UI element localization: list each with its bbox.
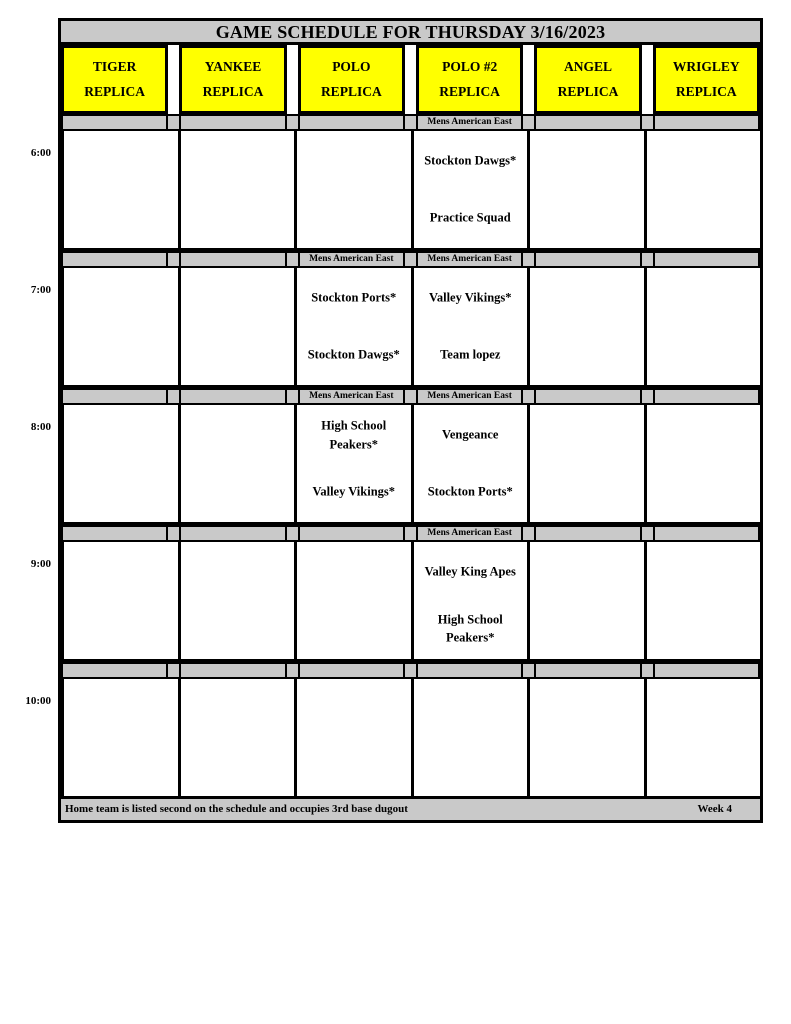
league-label	[534, 253, 641, 266]
away-team: Vengeance	[442, 428, 499, 443]
league-label: Mens American East	[416, 253, 523, 266]
game-row-900	[30, 542, 760, 662]
game-cell	[644, 405, 761, 522]
game-cell	[644, 131, 761, 248]
league-label	[179, 527, 286, 540]
footer-bar	[61, 799, 760, 820]
league-label: Mens American East	[416, 527, 523, 540]
league-label	[61, 390, 168, 403]
game-cell	[294, 679, 411, 796]
game-cell	[527, 679, 644, 796]
league-label	[653, 390, 760, 403]
game-cell	[294, 131, 411, 248]
time-label: 8:00	[30, 421, 51, 433]
game-cell	[294, 405, 411, 522]
league-label: Mens American East	[298, 253, 405, 266]
venue-name: REPLICA	[320, 84, 382, 99]
league-bar-800	[61, 388, 760, 405]
week-label: Week 4	[697, 803, 732, 815]
venue-header-yankee	[179, 45, 286, 114]
away-team: Stockton Dawgs*	[424, 154, 517, 169]
league-label	[653, 664, 760, 677]
time-label: 7:00	[30, 284, 51, 296]
venue-name: ANGEL	[563, 59, 612, 74]
game-cell	[527, 542, 644, 659]
venue-name: POLO #2	[442, 59, 498, 74]
game-cell	[527, 405, 644, 522]
game-cell	[61, 131, 178, 248]
game-cell	[61, 405, 178, 522]
away-team: Valley King Apes	[424, 565, 516, 580]
game-row-1000	[25, 679, 760, 799]
game-cell	[294, 542, 411, 659]
venue-header-polo	[298, 45, 405, 114]
league-label	[534, 390, 641, 403]
game-cell	[178, 405, 295, 522]
game-cell	[178, 268, 295, 385]
league-label	[534, 116, 641, 129]
league-bar-600	[61, 114, 760, 131]
league-label: Mens American East	[416, 116, 523, 129]
time-label: 9:00	[30, 558, 51, 570]
venue-header-tiger	[61, 45, 168, 114]
game-cell	[411, 131, 528, 248]
away-team: High School Peakers*	[321, 418, 387, 452]
league-label	[298, 116, 405, 129]
game-cell	[61, 268, 178, 385]
schedule-title: GAME SCHEDULE FOR THURSDAY 3/16/2023	[61, 21, 760, 45]
footer-note: Home team is listed second on the schedule and occupies 3rd base dugout	[65, 803, 408, 815]
league-label	[61, 527, 168, 540]
away-team: Stockton Ports*	[311, 291, 397, 306]
game-cell	[178, 542, 295, 659]
game-cell	[178, 679, 295, 796]
league-label	[534, 664, 641, 677]
game-cell	[644, 268, 761, 385]
venue-name: REPLICA	[557, 84, 619, 99]
venue-name: REPLICA	[202, 84, 264, 99]
game-cell	[411, 542, 528, 659]
league-bar-900	[61, 525, 760, 542]
game-cell	[527, 268, 644, 385]
league-label	[179, 116, 286, 129]
league-label: Mens American East	[416, 390, 523, 403]
league-bar-700	[61, 251, 760, 268]
game-cell	[644, 679, 761, 796]
home-team: High School Peakers*	[437, 611, 503, 645]
league-label	[653, 116, 760, 129]
home-team: Stockton Dawgs*	[307, 347, 400, 362]
away-team: Valley Vikings*	[428, 291, 512, 306]
venue-header-row	[61, 45, 760, 114]
home-team: Stockton Ports*	[427, 484, 513, 499]
venue-header-polo2	[416, 45, 523, 114]
venue-name: POLO	[332, 59, 371, 74]
league-label	[534, 527, 641, 540]
league-bar-1000	[61, 662, 760, 679]
league-label	[61, 664, 168, 677]
game-cell	[644, 542, 761, 659]
venue-header-angel	[534, 45, 641, 114]
game-row-700	[30, 268, 760, 388]
time-label: 6:00	[30, 147, 51, 159]
league-label	[298, 664, 405, 677]
venue-name: TIGER	[92, 59, 137, 74]
league-label	[416, 664, 523, 677]
game-cell	[294, 268, 411, 385]
game-cell	[411, 679, 528, 796]
game-cell	[411, 405, 528, 522]
home-team: Team lopez	[440, 347, 501, 362]
league-label	[61, 253, 168, 266]
venue-name: REPLICA	[84, 84, 146, 99]
game-cell	[61, 679, 178, 796]
game-cell	[411, 268, 528, 385]
league-label	[179, 390, 286, 403]
venue-name: REPLICA	[675, 84, 737, 99]
venue-header-wrigley	[653, 45, 760, 114]
game-cell	[61, 542, 178, 659]
game-row-600	[30, 131, 760, 251]
league-label	[61, 116, 168, 129]
time-label: 10:00	[25, 695, 51, 707]
venue-name: REPLICA	[439, 84, 501, 99]
game-row-800	[30, 405, 760, 525]
league-label: Mens American East	[298, 390, 405, 403]
league-label	[298, 527, 405, 540]
league-label	[653, 253, 760, 266]
league-label	[653, 527, 760, 540]
venue-name: YANKEE	[204, 59, 262, 74]
league-label	[179, 664, 286, 677]
game-schedule-table	[25, 18, 763, 823]
home-team: Practice Squad	[429, 210, 511, 225]
game-cell	[527, 131, 644, 248]
game-cell	[178, 131, 295, 248]
home-team: Valley Vikings*	[312, 484, 396, 499]
venue-name: WRIGLEY	[672, 59, 740, 74]
league-label	[179, 253, 286, 266]
